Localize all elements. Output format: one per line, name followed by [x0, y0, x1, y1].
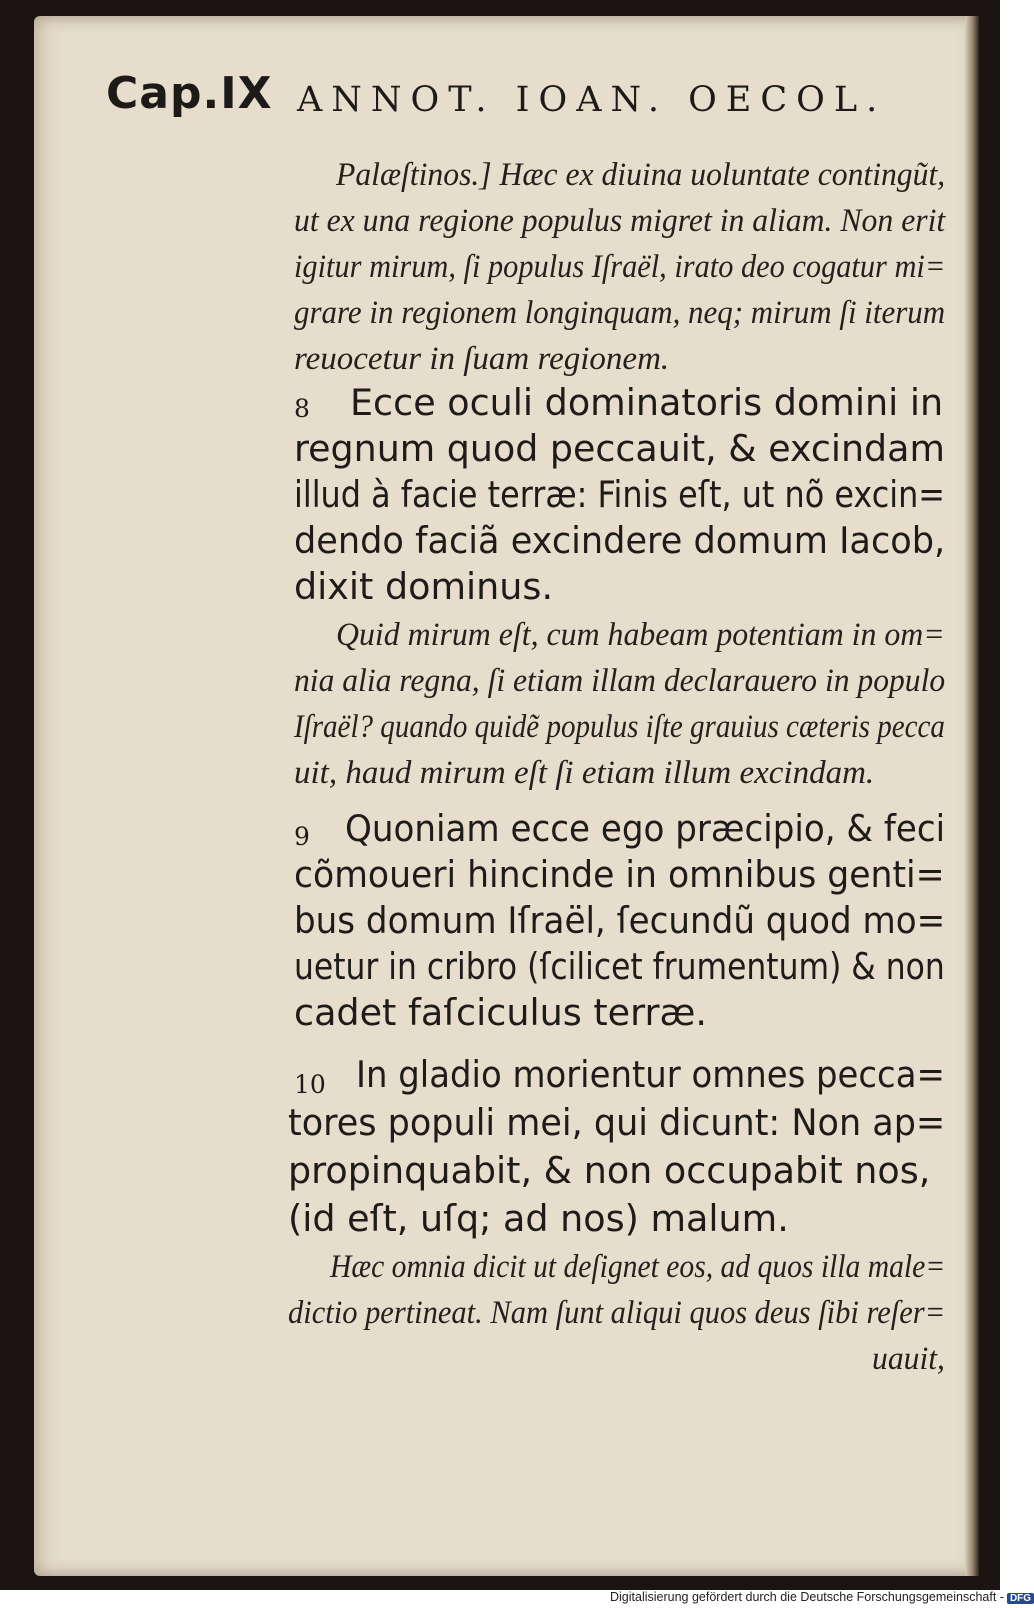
verse-line: uetur in cribro (ſcilicet frumentum) & non — [294, 945, 945, 988]
commentary-line: Quid mirum eſt, cum habeam potentiam in om= — [336, 617, 945, 653]
verse-line: (id eſt, uſq; ad nos) malum. — [288, 1197, 789, 1240]
verse-line: illud à facie terræ: Finis eſt, ut nõ excin= — [294, 473, 945, 516]
dfg-logo-icon: DFG — [1007, 1593, 1034, 1604]
commentary-line: grare in regionem longinquam, neq; mirum ſi iterum — [294, 295, 946, 331]
commentary-line: ut ex una regione populus migret in aliam. Non erit — [294, 203, 946, 239]
commentary-line: igitur mirum, ſi populus Iſraël, irato deo cogatur mi= — [294, 249, 946, 285]
verse-line: tores populi mei, qui dicunt: Non ap= — [288, 1101, 946, 1144]
credit-text: Digitalisierung gefördert durch die Deutsche Forschungsgemeinschaft - — [610, 1590, 1004, 1604]
verse-line: propinquabit, & non occupabit nos, — [288, 1149, 931, 1192]
verse-number: 9 — [294, 822, 310, 851]
digitization-credit — [610, 1590, 1034, 1604]
verse-line: Ecce oculi dominatoris domini in — [350, 381, 944, 424]
verse-number: 10 — [294, 1070, 326, 1099]
verse-line: cõmoueri hincinde in omnibus genti= — [294, 853, 945, 896]
commentary-line: reuocetur in ſuam regionem. — [294, 341, 670, 377]
verse-line: Quoniam ecce ego præcipio, & feci — [345, 807, 946, 850]
verse-number: 8 — [294, 394, 310, 423]
page-edge-shadow — [965, 16, 979, 1576]
commentary-line: uit, haud mirum eſt ſi etiam illum excindam. — [294, 755, 875, 791]
verse-line: In gladio morientur omnes pecca= — [356, 1053, 945, 1096]
commentary-line: Palæſtinos.] Hæc ex diuina uoluntate contingũt, — [336, 157, 946, 193]
running-title: ANNOT. IOAN. OECOL. — [297, 80, 887, 120]
catchword: uauit, — [872, 1341, 945, 1377]
verse-line: regnum quod peccauit, & excindam — [294, 427, 945, 470]
commentary-line: Hæc omnia dicit ut deſignet eos, ad quos illa male= — [330, 1249, 946, 1285]
commentary-line: dictio pertineat. Nam ſunt aliqui quos deus ſibi reſer= — [288, 1295, 946, 1331]
verse-line: dixit dominus. — [294, 565, 554, 608]
verse-line: bus domum Iſraël, ſecundũ quod mo= — [294, 899, 946, 942]
commentary-line: Iſraël? quando quidẽ populus iſte grauius cæteris pecca — [294, 709, 945, 745]
chapter-heading: Cap.IX — [106, 68, 273, 119]
verse-line: cadet faſciculus terræ. — [294, 991, 707, 1034]
commentary-line: nia alia regna, ſi etiam illam declarauero in populo — [294, 663, 946, 699]
verse-line: dendo faciã excindere domum Iacob, — [294, 519, 946, 562]
